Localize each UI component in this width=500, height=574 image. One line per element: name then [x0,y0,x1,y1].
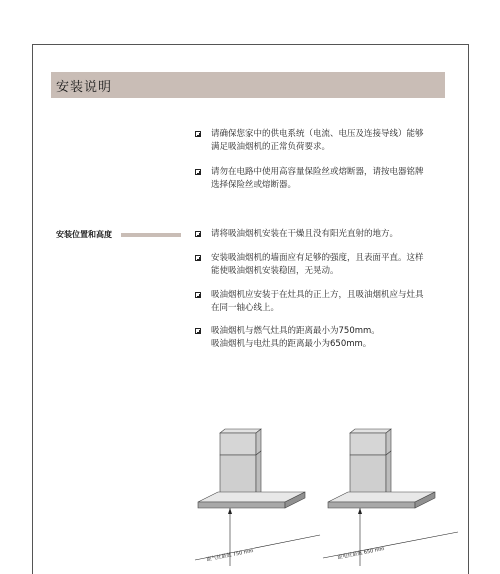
note-line: 吸油烟机与电灶具的距离最小为650mm。 [211,339,372,349]
page-title: 安装说明 [56,80,113,95]
checkbox-icon [195,231,201,237]
note-line: 满足吸油烟机的正常负荷要求。 [211,142,331,152]
note-item [195,166,455,192]
note-line: 能使吸油烟机安装稳固，无晃动。 [211,266,339,276]
checkbox-icon [195,131,201,137]
chimney-top [350,429,391,433]
note-line: 安装吸油烟机的墙面应有足够的强度，且表面平直。这样 [211,253,424,263]
hood-front [328,502,415,508]
note-item [195,289,455,315]
note-line: 选择保险丝或熔断器。 [211,180,297,190]
note-line: 请将吸油烟机安装在干燥且没有阳光直射的地方。 [211,229,399,239]
checkbox-icon [195,255,201,261]
checkbox-icon [195,292,201,298]
note-line: 请确保您家中的供电系统（电流、电压及连接导线）能够 [211,129,424,139]
chimney-upper [350,433,386,455]
note-line: 请勿在电路中使用高容量保险丝或熔断器，请按电器铭牌 [211,167,424,177]
arrow-icon [228,508,232,514]
hood-diagram-electric [318,420,468,566]
note-line: 吸油烟机与燃气灶具的距离最小为750mm。 [211,326,380,336]
title-bar [51,72,445,98]
checkbox-icon [195,328,201,334]
chimney-top [220,429,261,433]
diagram-label: 距气灶最低 750 mm [206,548,254,563]
section-heading: 安装位置和高度 [56,230,112,239]
arrow-icon [358,508,362,514]
note-line: 吸油烟机应安装于在灶具的正上方，且吸油烟机应与灶具 [211,290,424,300]
hood-front [198,502,285,508]
hood-diagram-gas [190,420,325,566]
chimney-upper-side [256,429,261,455]
note-item [195,325,455,351]
note-item [195,252,455,278]
checkbox-icon [195,169,201,175]
note-item [195,228,455,241]
section-divider [121,233,181,237]
note-line: 在同一轴心线上。 [211,303,280,313]
chimney-upper [220,433,256,455]
diagram-label: 距电灶最低 650 mm [337,546,385,561]
chimney-upper-side [386,429,391,455]
note-item [195,128,455,154]
